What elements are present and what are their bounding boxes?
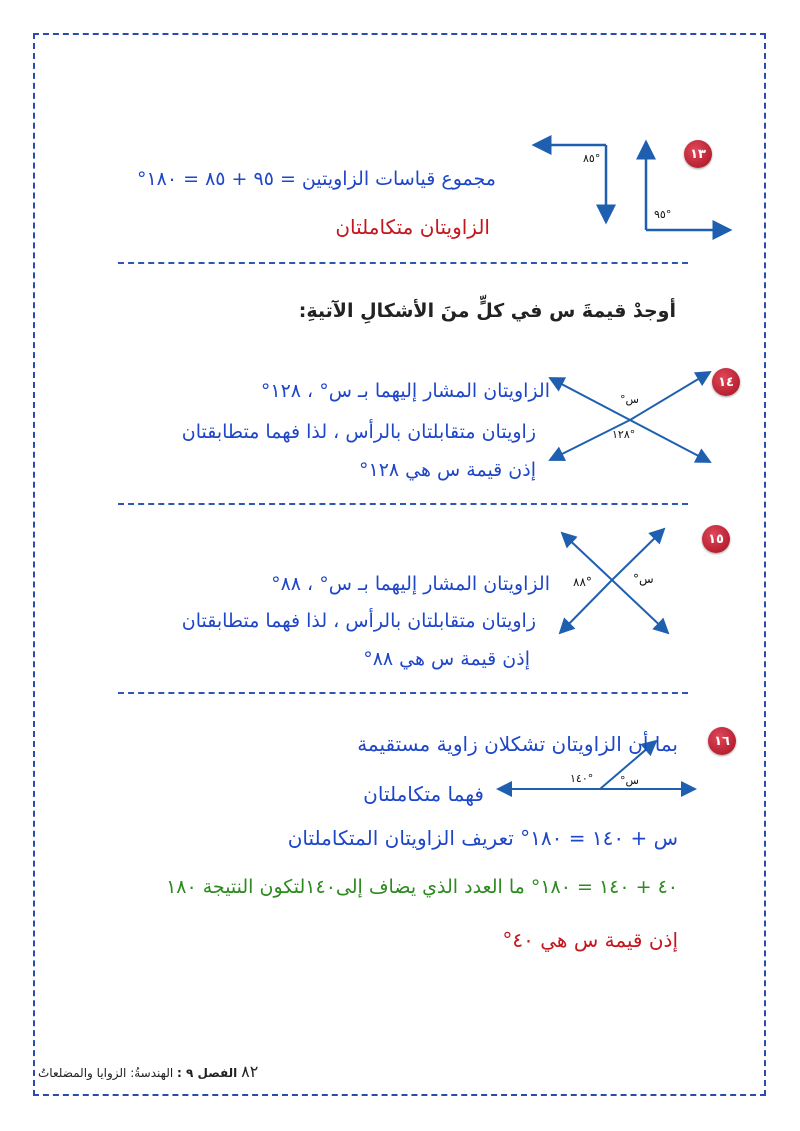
definition-equation: س + ١٤٠ = ١٨٠° تعريف الزاويتان المتكاملتان	[287, 826, 678, 850]
angle-label-85: °٨٥	[583, 152, 601, 165]
statement-line-2: زاويتان متقابلتان بالرأس ، لذا فهما متطابقتان	[181, 421, 536, 443]
statement-line-2: زاويتان متقابلتان بالرأس ، لذا فهما متطابقتان	[181, 610, 536, 632]
final-answer: إذن قيمة س هي ٤٠°	[502, 928, 678, 952]
problem-number-badge: ١٣	[684, 140, 712, 168]
angle-label-x: س°	[633, 572, 654, 586]
problem-number-badge: ١٤	[712, 368, 740, 396]
statement-line-2: فهما متكاملتان	[363, 782, 484, 806]
angle-figure-13	[520, 130, 740, 240]
sum-equation: مجموع قياسات الزاويتين = ٩٥ + ٨٥ = ١٨٠°	[136, 168, 496, 190]
problem-number-badge: ١٥	[702, 525, 730, 553]
result-text: الزاويتان متكاملتان	[335, 215, 490, 239]
angle-label-x: س°	[620, 774, 639, 787]
angle-label-88: °٨٨	[573, 575, 592, 589]
problem-number-badge: ١٦	[708, 727, 736, 755]
statement-line-1: الزاويتان المشار إليهما بـ س° ، ١٢٨°	[260, 380, 550, 402]
angle-label-140: °١٤٠	[570, 772, 594, 785]
footer-chapter: الفصل ٩ :	[177, 1066, 238, 1080]
statement-line-3: إذن قيمة س هي ٨٨°	[363, 648, 530, 670]
angle-label-128: °١٢٨	[612, 428, 636, 441]
vertical-angles-figure-15	[550, 525, 680, 640]
footer-title: الهندسةُ: الزوايا والمضلعاتُ	[38, 1066, 174, 1080]
vertical-angles-figure-14	[540, 360, 720, 470]
divider	[118, 262, 688, 264]
instruction-heading: أوجدْ قيمةَ س في كلٍّ منَ الأشكالِ الآتيةِ:	[298, 300, 676, 322]
angle-label-95: °٩٥	[654, 208, 672, 221]
angle-label-x: س°	[620, 393, 639, 406]
statement-line-3: إذن قيمة س هي ١٢٨°	[358, 459, 536, 481]
divider	[118, 692, 688, 694]
footer-page-number: ٨٢	[241, 1062, 259, 1081]
statement-line-1: الزاويتان المشار إليهما بـ س° ، ٨٨°	[271, 573, 550, 595]
solving-equation: ٤٠ + ١٤٠ = ١٨٠° ما العدد الذي يضاف إلى١٤٠لتكون النتيجة ١٨٠	[166, 876, 678, 898]
divider	[118, 503, 688, 505]
page-footer	[38, 1062, 264, 1081]
statement-line-1: بما أن الزاويتان تشكلان زاوية مستقيمة	[357, 732, 678, 756]
